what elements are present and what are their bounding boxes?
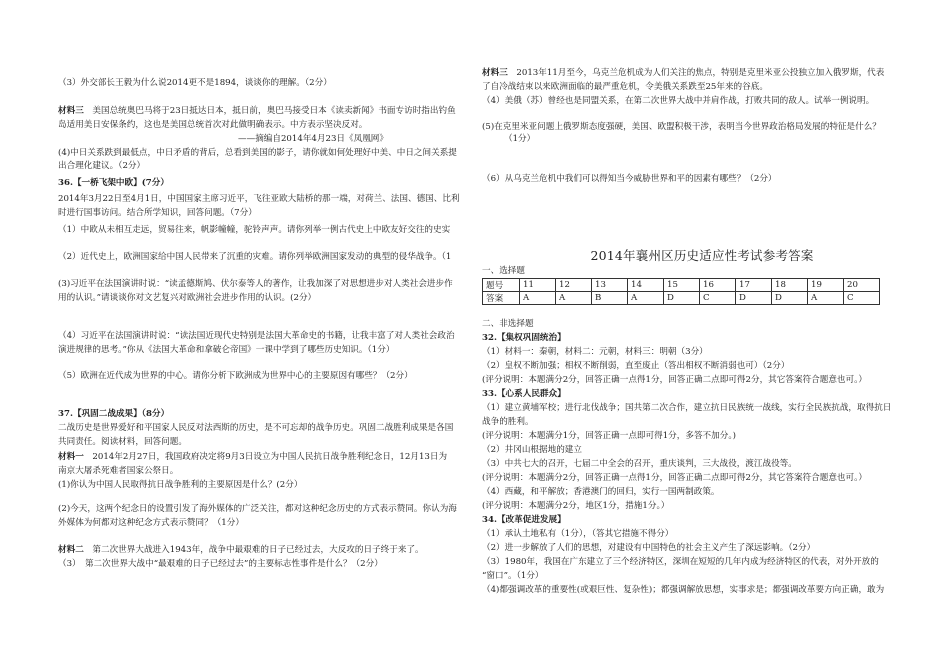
scoring-note: (评分说明：本题满分2分，回答正确一点得1分，回答正确二点即可得2分，其它答案符合题意也可。） <box>482 375 867 385</box>
material-line: 岛适用美日安保条约，这也是美国总统首次对此做明确表示。中方表示坚决反对。 <box>58 120 368 130</box>
material-text: 2013年11月至今，乌克兰危机成为人们关注的焦点，特别是克里米亚公投独立加入俄罗斯，代表 <box>507 68 885 78</box>
answer-line: （4)都强调改革的重要性(或艰巨性、复杂性)；都强调解放思想，实事求是；都强调改革要方向正确，敢为 <box>482 585 885 595</box>
question-line: （2）近代史上，欧洲国家给中国人民带来了沉重的灾难。请你列举欧洲国家发动的典型的侵华战争。（1 <box>58 252 452 262</box>
question-line: 共同责任。阅读材料，回答问题。 <box>58 437 187 447</box>
answer-line: 战争的胜利。 <box>482 417 534 427</box>
section-heading-37: 37.【巩固二战成果】（8分） <box>58 409 170 419</box>
table-cell: D <box>736 292 772 305</box>
answer-line: （4）西藏，和平解放；香港澳门的回归，实行一国两制政策。 <box>482 487 720 497</box>
table-cell: C <box>700 292 736 305</box>
answer-line: （2）皇权不断加强；相权不断削弱，直至废止（答出相权不断消弱也可）（2分） <box>482 361 790 371</box>
question-line: （3） 第二次世界大战中“最艰难的日子已经过去”的主要标志性事件是什么？（2分） <box>58 559 383 569</box>
table-cell: 17 <box>736 279 772 292</box>
table-cell: 14 <box>628 279 664 292</box>
table-cell: C <box>844 292 880 305</box>
source-citation: ——摘编自2014年4月23日《凤凰网》 <box>238 134 388 144</box>
table-cell: 20 <box>844 279 880 292</box>
question-line: (2)今天，这两个纪念日的设置引发了海外媒体的广泛关注，都对这种纪念历史的方式表示赞同。你认为海 <box>58 504 457 514</box>
table-cell: 题号 <box>483 279 520 292</box>
material-label: 材料三 <box>58 106 84 116</box>
question-line: （4）美俄（苏）曾经也是同盟关系，在第二次世界大战中并肩作战，打败共同的敌人。试举一例说明。 <box>482 96 875 106</box>
table-cell: D <box>772 292 808 305</box>
section-heading-32: 32.【集权巩固统治】 <box>482 333 566 343</box>
question-line: （4）习近平在法国演讲时说：“读法国近现代史特别是法国大革命史的书籍，让我丰富了对人类社会政治 <box>58 331 455 341</box>
question-line: 外媒体为何都对这种纪念方式表示赞同？（1分） <box>58 518 244 528</box>
table-cell: B <box>592 292 628 305</box>
table-cell: 19 <box>808 279 844 292</box>
question-line: (3)习近平在法国演讲时说：“读孟德斯鸠、伏尔泰等人的著作，让我加深了对思想进步对人类社会进步作 <box>58 279 453 289</box>
question-line: 时进行国事访问。结合所学知识，回答问题。（7分） <box>58 208 257 218</box>
material-line <box>58 106 456 117</box>
table-cell: A <box>808 292 844 305</box>
section-heading-34: 34.【改革促进发展】 <box>482 515 566 525</box>
material-text: 美国总统奥巴马将于23日抵达日本，抵日前，奥巴马接受日本《读卖新闻》书面专访时指出钓鱼 <box>83 106 456 116</box>
table-cell: A <box>556 292 592 305</box>
section-label: 一、选择题 <box>482 266 525 276</box>
question-line: （3）外交部长王毅为什么说2014更不是1894，谈谈你的理解。（2分） <box>58 78 332 88</box>
material-label: 材料二 <box>58 545 84 555</box>
table-cell: A <box>628 292 664 305</box>
answer-line: （1）承认土地私有（1分），（答其它措施不得分） <box>482 529 674 539</box>
answer-line: （1）材料一：秦朝，材料二：元朝，材料三：明朝（3分） <box>482 347 708 357</box>
material-label: 材料一 <box>58 452 84 462</box>
answer-key-title: 2014年襄州区历史适应性考试参考答案 <box>590 248 814 263</box>
scoring-note: (评分说明：本题满分2分，地区1分，措施1分。） <box>482 501 670 511</box>
answer-line: （3）中共七大的召开，七届二中全会的召开，重庆谈判，三大战役，渡江战役等。 <box>482 459 797 469</box>
material-label: 材料三 <box>482 68 508 78</box>
table-cell: A <box>520 292 556 305</box>
table-cell: 12 <box>556 279 592 292</box>
scoring-note: (评分说明：本题满分2分，回答正确一点得1分，回答正确二点即可得2分，其它答案符合题意也可。） <box>482 473 867 483</box>
answer-line: （2）井冈山根据地的建立 <box>482 445 582 455</box>
material-text: 2014年2月27日，我国政府决定将9月3日设立为中国人民抗日战争胜利纪念日，12月13日为 <box>83 452 448 462</box>
table-cell: 13 <box>592 279 628 292</box>
table-cell: 16 <box>700 279 736 292</box>
question-line: (1)你认为中国人民取得抗日战争胜利的主要原因是什么？(2分） <box>58 480 303 490</box>
material-line <box>58 452 447 463</box>
section-label: 二、非选择题 <box>482 319 534 329</box>
question-line: （6）从乌克兰危机中我们可以得知当今威胁世界和平的因素有哪些？（2分） <box>482 174 777 184</box>
scoring-note: (评分说明：本题满分1分，回答正确一点即可得1分，多答不加分。) <box>482 431 736 441</box>
question-line: （1分） <box>504 134 536 144</box>
question-line: (4)中日关系跌到最低点，中日矛盾的背后，总看到美国的影子，请你就如何处理好中美、中日之间关系提 <box>58 148 457 158</box>
section-heading-36: 36.【一桥飞架中欧】(7分） <box>58 178 169 188</box>
material-line <box>58 545 424 556</box>
material-line <box>482 68 884 79</box>
table-cell: 答案 <box>483 292 520 305</box>
question-line: (5)在克里米亚问题上俄罗斯态度强硬，美国、欧盟积极干涉，表明当今世界政治格局发展的特征是什么？ <box>482 122 881 132</box>
table-cell: D <box>664 292 700 305</box>
question-line: （1）中欧从未相互走远，贸易往来，帆影幢幢，驼铃声声。请你列举一例古代史上中欧友好交往的史实 <box>58 225 451 235</box>
answer-table <box>482 278 880 305</box>
material-text: 第二次世界大战进入1943年，战争中最艰难的日子已经过去，大反攻的日子终于来了。 <box>83 545 424 555</box>
table-cell: 18 <box>772 279 808 292</box>
answer-line: （1）建立黄埔军校；进行北伐战争；国共第二次合作，建立抗日民族统一战线，实行全民族抗战，取得抗日 <box>482 403 892 413</box>
table-row <box>483 292 880 305</box>
question-line: （5）欧洲在近代成为世界的中心。请你分析下欧洲成为世界中心的主要原因有哪些？（2分） <box>58 371 413 381</box>
question-line: 用的认识。”请谈谈你对文艺复兴对欧洲社会进步作用的认识。(2分） <box>58 293 317 303</box>
question-line: 2014年3月22日至4月1日，中国国家主席习近平，飞往亚欧大陆桥的那一端，对荷兰、法国、德国、比利 <box>58 194 460 204</box>
question-line: 出合理化建议。（2分） <box>58 161 146 171</box>
material-line: 南京大屠杀死难者国家公祭日。 <box>58 466 179 476</box>
answer-line: “窗口”。（1分） <box>482 571 544 581</box>
table-row <box>483 279 880 292</box>
table-cell: 15 <box>664 279 700 292</box>
question-line: 演进规律的思考。”你从《法国大革命和拿破仑帝国》一课中学到了哪些历史知识。（1分） <box>58 345 395 355</box>
section-heading-33: 33.【心系人民群众】 <box>482 389 566 399</box>
question-line: 二战历史是世界爱好和平国家人民反对法西斯的历史，是不可忘却的战争历史。巩固二战胜利成果是各国 <box>58 423 454 433</box>
material-line: 了自冷战结束以来欧洲面临的最严重危机，令美俄关系跌至25年来的谷底。 <box>482 82 768 92</box>
answer-line: （3）1980年，我国在广东建立了三个经济特区，深圳在短短的几年内成为经济特区的代表，对外开放的 <box>482 557 879 567</box>
table-cell: 11 <box>520 279 556 292</box>
answer-line: （2）进一步解放了人们的思想，对建设有中国特色的社会主义产生了深远影响。（2分） <box>482 543 816 553</box>
